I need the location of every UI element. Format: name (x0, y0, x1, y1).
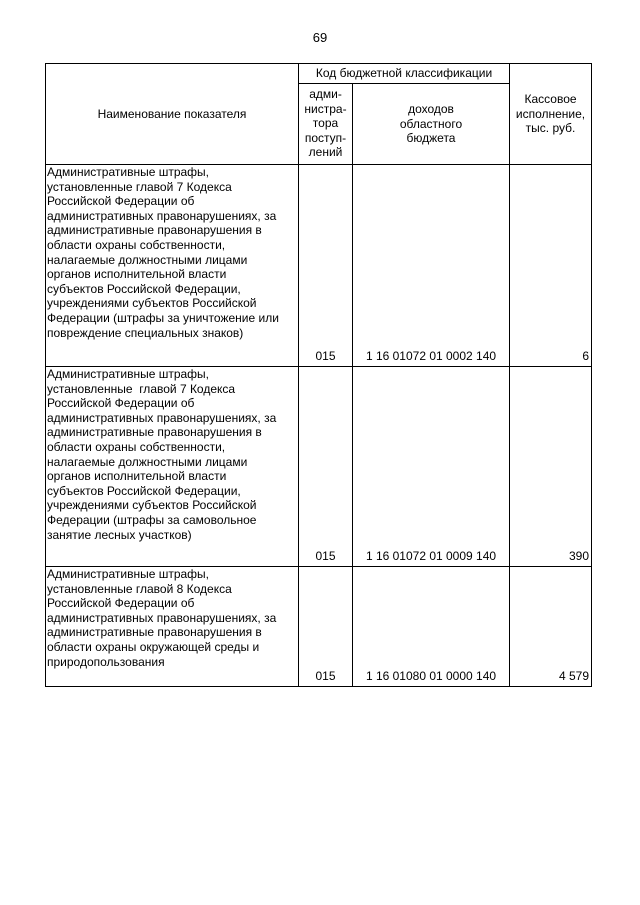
indicator-name-line: органов исполнительной власти (47, 267, 227, 282)
indicator-name-cell (46, 367, 299, 567)
indicator-name-line: Федерации (штрафы за самовольное (47, 512, 257, 527)
indicator-name-line: Административные штрафы, (47, 165, 210, 179)
indicator-name-line: Административные штрафы, (47, 567, 210, 581)
header-admin-line: тора (312, 116, 339, 131)
header-regional-income (353, 84, 510, 165)
indicator-name-line: Административные штрафы, (47, 367, 210, 381)
indicator-name-line: административных правонарушениях, за (47, 410, 277, 425)
indicator-name-line: субъектов Российской Федерации, (47, 281, 241, 296)
indicator-name-line: занятие лесных участков) (47, 527, 192, 542)
header-income-line: бюджета (406, 131, 456, 146)
indicator-name-line: области охраны окружающей среды и (47, 639, 260, 654)
income-code-cell: 1 16 01080 01 0000 140 (353, 567, 510, 687)
header-admin-line: адми- (309, 87, 342, 102)
indicator-name-line: субъектов Российской Федерации, (47, 483, 241, 498)
indicator-name-line: налагаемые должностными лицами (47, 252, 248, 267)
indicator-name-line: установленные главой 8 Кодекса (47, 581, 232, 596)
header-admin-line: нистра- (304, 101, 347, 116)
indicator-name-line: установленные главой 7 Кодекса (47, 179, 232, 194)
header-cash-line: исполнение, (515, 106, 586, 121)
table-row (46, 367, 592, 567)
indicator-name-line: учреждениями субъектов Российской (47, 498, 257, 513)
indicator-name-line: органов исполнительной власти (47, 469, 227, 484)
admin-code-cell: 015 (299, 567, 353, 687)
header-income-line: областного (399, 116, 463, 131)
admin-code-cell: 015 (299, 367, 353, 567)
indicator-name-line: учреждениями субъектов Российской (47, 296, 257, 311)
amount-cell: 4 579 (510, 567, 592, 687)
indicator-name-line: Российской Федерации об (47, 396, 195, 411)
header-administrator (299, 84, 353, 165)
indicator-name-line: административные правонарушения в (47, 223, 262, 238)
indicator-name-line: области охраны собственности, (47, 237, 226, 252)
indicator-name-line: области охраны собственности, (47, 439, 226, 454)
indicator-name-line: природопользования (47, 654, 165, 669)
table-row (46, 165, 592, 367)
admin-code-cell: 015 (299, 165, 353, 367)
indicator-name-line: Федерации (штрафы за уничтожение или (47, 310, 279, 325)
header-cash-execution (510, 64, 592, 165)
header-row-top (46, 64, 592, 84)
indicator-name-line: повреждение специальных знаков) (47, 325, 244, 340)
indicator-name-line: установленные главой 7 Кодекса (47, 381, 236, 396)
indicator-name-line: Российской Федерации об (47, 596, 195, 611)
header-admin-line: лений (308, 145, 343, 160)
indicator-name-line: налагаемые должностными лицами (47, 454, 248, 469)
indicator-name-line: административных правонарушениях, за (47, 610, 277, 625)
amount-cell: 6 (510, 165, 592, 367)
indicator-name-cell (46, 165, 299, 367)
indicator-name-line: административные правонарушения в (47, 625, 262, 640)
indicator-name-line: административные правонарушения в (47, 425, 262, 440)
income-code-cell: 1 16 01072 01 0009 140 (353, 367, 510, 567)
income-code-cell: 1 16 01072 01 0002 140 (353, 165, 510, 367)
header-indicator-name: Наименование показателя (46, 64, 299, 165)
indicator-name-cell (46, 567, 299, 687)
header-cash-line: Кассовое (524, 92, 577, 107)
indicator-name-line: Российской Федерации об (47, 194, 195, 209)
table-row (46, 567, 592, 687)
budget-table (45, 63, 592, 687)
header-cash-line: тыс. руб. (525, 121, 576, 136)
header-classification-code: Код бюджетной классификации (299, 64, 510, 84)
indicator-name-line: административных правонарушениях, за (47, 208, 277, 223)
header-admin-line: поступ- (304, 130, 347, 145)
page-number: 69 (312, 30, 328, 45)
header-income-line: доходов (408, 102, 454, 117)
amount-cell: 390 (510, 367, 592, 567)
